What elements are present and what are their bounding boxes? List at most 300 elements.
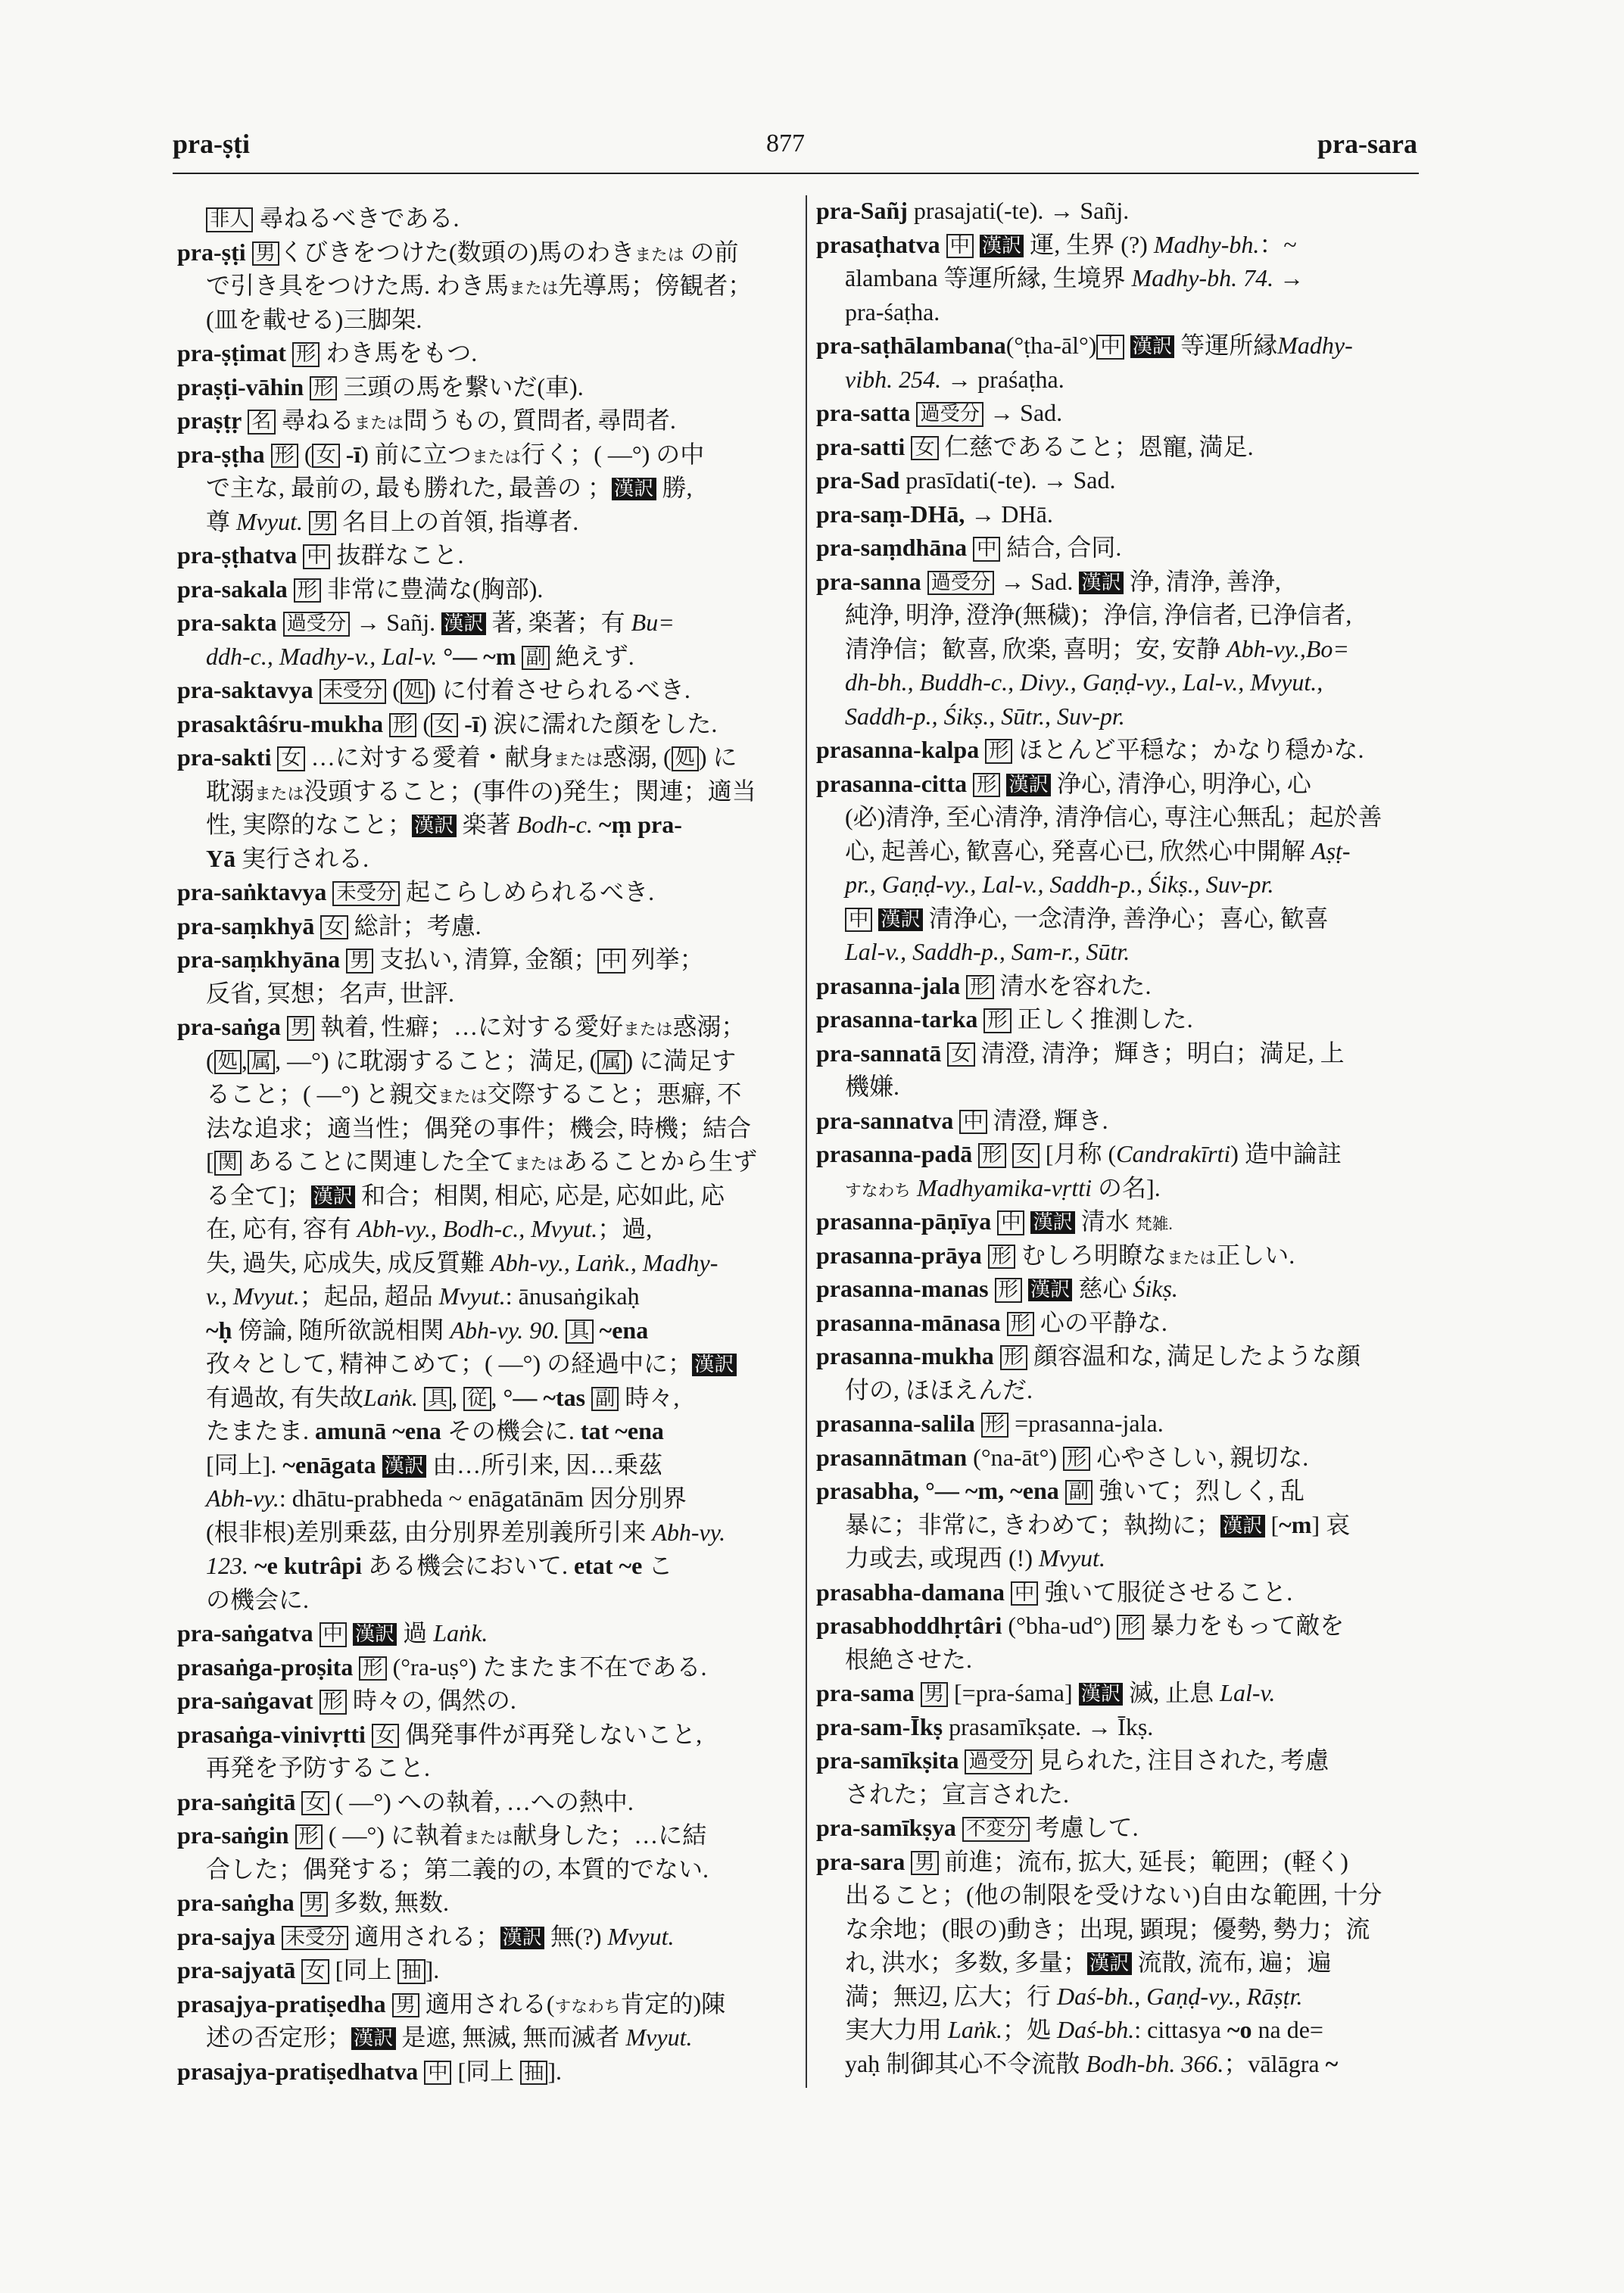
entry-text: ]. (547, 2057, 563, 2085)
entry-text (910, 399, 916, 426)
dict-line (816, 1676, 1420, 1710)
grammar-label: 女 (320, 915, 348, 940)
entry-text (248, 1552, 254, 1579)
grammar-label: 男 (309, 511, 336, 536)
grammar-label: 中 (845, 908, 872, 933)
entry-text: 尊 (206, 507, 237, 535)
dict-line (177, 673, 798, 707)
entry-text: その機会に. (441, 1417, 581, 1444)
entry-text (1005, 1578, 1011, 1606)
grammar-label: 非人 (206, 207, 253, 232)
headword: praṣṭṛ (177, 407, 242, 434)
translation-label: 漢訳 (441, 612, 485, 635)
entry-text (418, 1384, 424, 1411)
entry-text: 性, 実際的なこと； (206, 811, 413, 838)
source-abbrev: ddh-c., Madhy-v., Lal-v. (206, 642, 438, 670)
entry-text: 絶えず. (549, 642, 634, 670)
headword: prasanna-prāya (816, 1241, 982, 1269)
source-abbrev: Abh-vy.,Bo= (1227, 634, 1349, 662)
source-abbrev: Abh-vy., Laṅk., Madhy- (491, 1248, 718, 1276)
grammar-label: 不変分 (962, 1817, 1030, 1842)
grammar-label: 形 (1117, 1615, 1144, 1640)
bold-text: → (1043, 466, 1068, 494)
translation-label: 漢訳 (1087, 1952, 1131, 1975)
headword: pra-sannatā (816, 1039, 942, 1067)
entry-text (911, 1174, 917, 1201)
headword: prasaṅga-proṣita (177, 1653, 354, 1681)
dict-line (177, 303, 798, 337)
source-abbrev: dh-bh., Buddh-c., Divy., Gaṇḍ-vy., Lal-v., Mvyut., (845, 668, 1323, 696)
entry-text: 合した；偶発する；第二義的の, 本質的でない. (206, 1855, 709, 1883)
grammar-label: 形 (988, 1245, 1015, 1270)
source-abbrev: Lal-v., Saddh-p., Sam-r., Sūtr. (845, 938, 1130, 965)
dict-line (177, 1044, 798, 1078)
entry-text (314, 912, 320, 939)
headword: pra-samīkṣya (816, 1814, 956, 1841)
entry-text: =prasanna-jala. (1008, 1410, 1164, 1437)
headword: pra-saṅga (177, 1013, 281, 1040)
entry-text: Īkṣ. (1111, 1712, 1154, 1740)
entry-text: 惑溺, ( (602, 743, 672, 771)
grammar-label: 形 (294, 578, 321, 603)
entry-text: くびきをつけた(数頭の)馬のわき (279, 238, 635, 266)
dict-line (816, 261, 1420, 295)
source-abbrev: Śikṣ. (1133, 1275, 1178, 1302)
dict-line (177, 1616, 798, 1650)
source-abbrev: Bodh-c. (516, 811, 593, 838)
headword: prasaṭhatva (816, 230, 940, 258)
grammar-label: 形 (1007, 1312, 1034, 1337)
dict-line (177, 1347, 798, 1381)
headword: prasaṅga-vinivṛtti (177, 1720, 366, 1748)
left-column (177, 201, 798, 2088)
entry-text: 偶発事件が再発しないこと, (399, 1720, 703, 1748)
entry-text: 仁慈であること；恩寵, 満足. (938, 432, 1254, 460)
entry-text: prasīdati(-te). (899, 466, 1043, 494)
bold-text: -ī (464, 709, 479, 737)
entry-text: 失, 過失, 応成失, 成反質難 (206, 1248, 491, 1276)
dict-line (816, 598, 1420, 632)
source-abbrev: Abh-vy., Bodh-c., Mvyut. (357, 1215, 598, 1242)
bold-text: → (947, 365, 972, 393)
bold-text: ~ena (599, 1316, 649, 1344)
dict-line (177, 370, 798, 404)
dict-line (816, 1036, 1420, 1070)
entry-text: 力或去, 或現西 (!) (845, 1544, 1039, 1572)
dict-line (816, 1070, 1420, 1104)
grammar-label: 中 (320, 1622, 347, 1647)
dict-line (816, 1777, 1420, 1812)
grammar-label: 男 (392, 1993, 419, 2018)
source-abbrev: Lal-v. (1220, 1679, 1276, 1706)
entry-text: prasamīkṣate. (943, 1712, 1088, 1740)
source-abbrev: Mvyut. (236, 507, 303, 535)
dict-line (816, 1339, 1420, 1373)
headword: prasanna-padā (816, 1140, 973, 1167)
bold-text: etat ~e (574, 1552, 643, 1579)
entry-text (940, 231, 946, 258)
grammar-label: 未受分 (282, 1926, 349, 1951)
grammar-label: 関 (214, 1151, 242, 1176)
source-abbrev: Abh-vy. (206, 1485, 279, 1512)
entry-text: ) 前に立つ (360, 440, 472, 468)
entry-text: 傍論, 随所欲説相関 (232, 1316, 450, 1344)
entry-text (295, 1956, 301, 1983)
source-abbrev: Bodh-bh. 366. (1086, 2049, 1224, 2077)
dict-line (177, 1077, 798, 1111)
headword: praṣṭi-vāhin (177, 372, 304, 400)
entry-text: Sañj. (1074, 197, 1130, 224)
dict-line (177, 2055, 798, 2089)
headword: prasanna-mukha (816, 1342, 994, 1369)
dict-line (177, 538, 798, 572)
headword: pra-satti (816, 432, 906, 460)
dict-line (177, 1987, 798, 2021)
headword: prasajya-pratiṣedha (177, 1989, 386, 2017)
headword: pra-sam-Īkṣ (816, 1712, 943, 1740)
dict-line (816, 1508, 1420, 1542)
dict-line (177, 1751, 798, 1785)
entry-text: 行く；( —°) の中 (521, 440, 705, 468)
entry-text (1273, 264, 1280, 291)
entry-text (366, 1721, 372, 1748)
dict-line (177, 774, 798, 808)
dict-line (816, 1373, 1420, 1407)
entry-text: 出ること；(他の制限を受けない)自由な範囲, 十分 (845, 1881, 1382, 1908)
entry-text: [同上]. (206, 1450, 283, 1478)
small-text: または (553, 751, 603, 769)
entry-text: ある機会において. (361, 1552, 574, 1579)
source-abbrev: Candrakīrti (1116, 1140, 1231, 1167)
entry-text (585, 1384, 591, 1411)
entry-text (288, 575, 294, 603)
entry-text: 心, 起善心, 歓喜心, 発喜心已, 欣然心中開解 (845, 837, 1312, 865)
grammar-label: 形 (973, 773, 1000, 798)
grammar-label: 中 (424, 2061, 451, 2086)
dict-line (177, 1481, 798, 1516)
dict-line (816, 2047, 1420, 2081)
entry-text: 楽著 (456, 811, 517, 838)
entry-text: 惑溺； (672, 1013, 746, 1040)
entry-text: 起こらしめられるべき. (400, 878, 655, 905)
headword: pra-saṅgha (177, 1889, 295, 1916)
grammar-label: 過受分 (916, 402, 983, 427)
entry-text: 由…所引来, 因…乗茲 (426, 1450, 663, 1478)
entry-text: , (241, 1046, 248, 1074)
translation-label: 漢訳 (1030, 1211, 1074, 1234)
entry-text: 法な追求；適当性；偶発の事件；機会, 時機；結合 (206, 1114, 752, 1142)
entry-text: ( —°) に執着 (322, 1821, 463, 1849)
dict-line (177, 2020, 798, 2055)
entry-text: Sad. (1067, 466, 1116, 494)
grammar-label: 女 (301, 1959, 329, 1984)
translation-label: 漢訳 (1079, 572, 1123, 594)
entry-text (516, 643, 522, 670)
entry-text: 結合, 合同. (1000, 534, 1122, 561)
headword: pra-saṃkhyāna (177, 946, 341, 973)
entry-text (974, 231, 980, 258)
dict-line (816, 1104, 1420, 1138)
entry-text: Sañj. (380, 609, 442, 636)
entry-text (1000, 770, 1006, 797)
entry-text: な余地；(眼の)動き；出現, 顕現；優勢, 勢力；流 (845, 1914, 1370, 1943)
entry-text: 清澄, 輝き. (987, 1106, 1108, 1134)
dict-line (816, 497, 1420, 531)
entry-text: で引き具をつけた馬. わき馬 (206, 272, 510, 299)
entry-text (303, 508, 309, 535)
grammar-label: 形 (966, 975, 993, 1000)
translation-label: 漢訳 (412, 815, 456, 837)
translation-label: 漢訳 (980, 235, 1024, 257)
source-abbrev: v., Mvyut. (206, 1282, 300, 1310)
entry-text (959, 1746, 965, 1774)
entry-text: 運, 生界 (?) (1024, 230, 1154, 258)
dict-line (816, 665, 1420, 699)
headword: pra-sajya (177, 1922, 276, 1950)
entry-text: ( (386, 676, 401, 703)
headword: pra-saṅgatva (177, 1619, 313, 1647)
entry-text: 純浄, 明浄, 澄浄(無穢)；浄信, 浄信者, 已浄信者, (845, 601, 1352, 628)
dict-line (816, 1912, 1420, 1946)
grammar-label: 中 (997, 1210, 1024, 1235)
entry-text: [=pra-śama] (948, 1679, 1079, 1706)
dict-line (177, 1246, 798, 1280)
entry-text (265, 441, 271, 468)
source-abbrev: Mvyut. (607, 1922, 675, 1950)
entry-text (289, 1821, 295, 1849)
grammar-label: 副 (522, 646, 549, 671)
entry-text: 実行される. (235, 844, 369, 872)
grammar-label: 処 (214, 1050, 242, 1075)
dict-line (816, 1980, 1420, 2014)
entry-text: 再発を予防すること. (206, 1754, 431, 1781)
entry-text: : cittasya (1134, 2016, 1227, 2043)
entry-text (353, 1653, 359, 1681)
entry-text: [ (1264, 1510, 1280, 1538)
bold-text: → (1049, 197, 1074, 224)
dict-line (177, 909, 798, 943)
dict-line (816, 1946, 1420, 1980)
entry-text: 名目上の首領, 指導者. (336, 507, 579, 535)
headword: pra-sajyatā (177, 1956, 296, 1983)
translation-label: 漢訳 (692, 1354, 736, 1376)
entry-text: (必)清浄, 至心清浄, 清浄信心, 専注心無乱；起於善 (845, 803, 1382, 830)
entry-text (983, 399, 990, 426)
entry-text (276, 1923, 282, 1950)
dict-line (816, 1407, 1420, 1441)
bold-text: ~e kutrâpi (254, 1552, 362, 1579)
entry-text (960, 972, 966, 999)
entry-text: 正しい. (1216, 1241, 1295, 1269)
dict-line (816, 699, 1420, 734)
bold-text: tat ~ena (580, 1417, 664, 1444)
entry-text: (°na-āt°) (967, 1443, 1064, 1471)
headword: pra-samīkṣita (816, 1746, 959, 1774)
source-abbrev: Madhy-bh. (1153, 230, 1260, 258)
grammar-label: 形 (995, 1278, 1022, 1303)
dict-line (177, 1818, 798, 1852)
grammar-label: 形 (983, 1008, 1011, 1033)
headword: prasanna-jala (816, 971, 961, 999)
dict-line (816, 329, 1420, 363)
dict-line (816, 1878, 1420, 1912)
bold-text: ~m (1279, 1510, 1312, 1538)
entry-text: 暴力をもって敵を (1144, 1612, 1345, 1639)
entry-text (919, 1477, 925, 1504)
entry-text: 没頭すること；(事件の)発生；関連；適当 (304, 777, 756, 805)
translation-label: 漢訳 (382, 1455, 426, 1478)
grammar-label: 形 (1063, 1447, 1090, 1472)
entry-text: で主な, 最前の, 最も勝れた, 最善の ； (206, 474, 613, 501)
grammar-label: 過受分 (927, 571, 995, 596)
entry-text: 暴に；非常に, きわめて；執拗に； (845, 1510, 1221, 1538)
headword: pra-saṅktavya (177, 878, 327, 905)
dict-line (816, 1272, 1420, 1306)
entry-text (989, 1275, 995, 1302)
entry-text (953, 1107, 959, 1134)
entry-text: る全て]； (206, 1181, 311, 1209)
entry-text (972, 1140, 978, 1167)
small-text: すなわち (845, 1181, 911, 1200)
entry-text (1006, 1140, 1012, 1167)
entry-text (297, 541, 303, 569)
grammar-label: 中 (1096, 335, 1124, 360)
entry-text (905, 433, 911, 460)
grammar-label: 形 (978, 1143, 1005, 1168)
small-text: または (471, 447, 522, 466)
bold-text: °— ~m (443, 642, 516, 670)
header-rule (173, 173, 1419, 174)
small-text: または (634, 245, 684, 264)
grammar-label: 男 (301, 1892, 328, 1917)
entry-text: ( —°) への執着, …への熱中. (329, 1787, 634, 1815)
headword: pra-sara (816, 1847, 906, 1875)
entry-text: 交際すること；悪癖, 不 (487, 1080, 742, 1108)
dict-line (177, 235, 798, 269)
grammar-label: 女 (911, 436, 938, 461)
grammar-label: 形 (359, 1656, 386, 1681)
bold-text: → (990, 399, 1015, 426)
headword: pra-saṃdhāna (816, 534, 968, 561)
grammar-label: 形 (295, 1824, 323, 1849)
dict-line (816, 1541, 1420, 1575)
translation-label: 漢訳 (878, 908, 922, 931)
entry-text (340, 441, 346, 468)
page-number: 877 (766, 129, 805, 157)
grammar-label: 処 (672, 746, 699, 771)
entry-text (1124, 332, 1130, 359)
dict-line (816, 1743, 1420, 1777)
entry-text: 付の, ほほえんだ. (845, 1375, 1033, 1404)
entry-text: ：~ (1259, 230, 1297, 258)
entry-text: ；vālāgra (1223, 2049, 1326, 2077)
entry-text (560, 1316, 566, 1344)
grammar-label: 中 (959, 1110, 987, 1135)
running-head-left: pra-ṣṭi (173, 129, 250, 159)
entry-text: 時々の, 偶然の. (346, 1687, 516, 1714)
bold-text: Yā (206, 844, 236, 872)
entry-text: ( (298, 440, 313, 468)
entry-text: [ (206, 1148, 214, 1175)
source-abbrev: Madhy- (1277, 332, 1353, 359)
dict-line (816, 1811, 1420, 1845)
entry-text: 支払い, 清算, 金額； (373, 946, 598, 973)
grammar-label: 女 (312, 444, 339, 469)
dict-line (816, 565, 1420, 599)
entry-text: 抜群なこと. (330, 541, 464, 569)
dict-line (177, 1448, 798, 1482)
dict-line (177, 1010, 798, 1044)
entry-text: 満；無辺, 広大；行 (845, 1982, 1058, 2010)
dict-line (816, 1441, 1420, 1475)
entry-text: : dhātu-prabheda ~ enāgatānām 因分別界 (279, 1485, 687, 1512)
entry-text: 勝, (656, 474, 693, 501)
dict-line (816, 902, 1420, 936)
entry-text: pra-śaṭha. (845, 298, 940, 326)
dict-line (177, 942, 798, 977)
entry-text (982, 1242, 988, 1269)
entry-text: [月称 ( (1039, 1140, 1117, 1167)
bold-text: ~enāgata (282, 1450, 376, 1478)
entry-text: 清浄心, 一念清浄, 善浄心；喜心, 歓喜 (922, 904, 1329, 932)
headword: pra-sakta (177, 609, 277, 636)
dict-line (816, 868, 1420, 902)
entry-text: , (451, 1383, 464, 1411)
entry-text: ) 造中論註 (1230, 1140, 1342, 1167)
source-abbrev: Laṅk. (948, 2016, 1003, 2043)
entry-text: 清浄信；歓喜, 欣楽, 喜明；安, 安静 (845, 634, 1227, 662)
entry-text: 根絶させた. (845, 1645, 973, 1673)
headword: pra-satta (816, 399, 911, 426)
entry-text: (°bha-ud°) (1002, 1612, 1117, 1639)
dict-line (816, 834, 1420, 868)
dict-line (177, 606, 798, 640)
entry-text: ) に付着させられるべき. (428, 676, 690, 703)
entry-text: あることから生ず (563, 1148, 758, 1175)
entry-text: ( (416, 709, 431, 737)
headword: pra-saṭhālambana (816, 332, 1006, 359)
dict-line (816, 1002, 1420, 1036)
entry-text: praśaṭha. (971, 365, 1064, 393)
entry-text: [同上 (451, 2057, 521, 2085)
grammar-label: 形 (320, 1690, 347, 1715)
entry-text: 浄心, 清浄心, 明浄心, 心 (1050, 769, 1311, 797)
grammar-label: 中 (303, 544, 330, 569)
dict-line (177, 1684, 798, 1718)
translation-label: 漢訳 (311, 1185, 355, 1208)
small-text: または (438, 1088, 488, 1106)
dict-line (177, 403, 798, 438)
dict-line (816, 1710, 1420, 1744)
entry-text: ) 涙に濡れた顔をした. (478, 709, 718, 737)
entry-text: 先導馬；傍観者； (558, 272, 753, 299)
source-abbrev: Laṅk. (363, 1383, 419, 1411)
grammar-label: 従 (463, 1387, 491, 1412)
small-text: すなわち (554, 1997, 621, 2016)
grammar-label: 具 (424, 1387, 451, 1412)
entry-text: 孜々として, 精神こめて；( —°) の経過中に； (206, 1350, 693, 1377)
dict-line (177, 1516, 798, 1550)
entry-text: prasajati(-te). (907, 197, 1050, 224)
entry-text: 献身した；…に結 (513, 1821, 707, 1849)
entry-text: たまたま. (206, 1417, 316, 1444)
entry-text: 適用される( (419, 1989, 555, 2017)
entry-text (994, 1342, 1000, 1369)
entry-text (1001, 1309, 1007, 1336)
entry-text: ；起品, 超品 (299, 1282, 439, 1310)
dict-line (177, 336, 798, 370)
entry-text: 過 (397, 1619, 434, 1647)
